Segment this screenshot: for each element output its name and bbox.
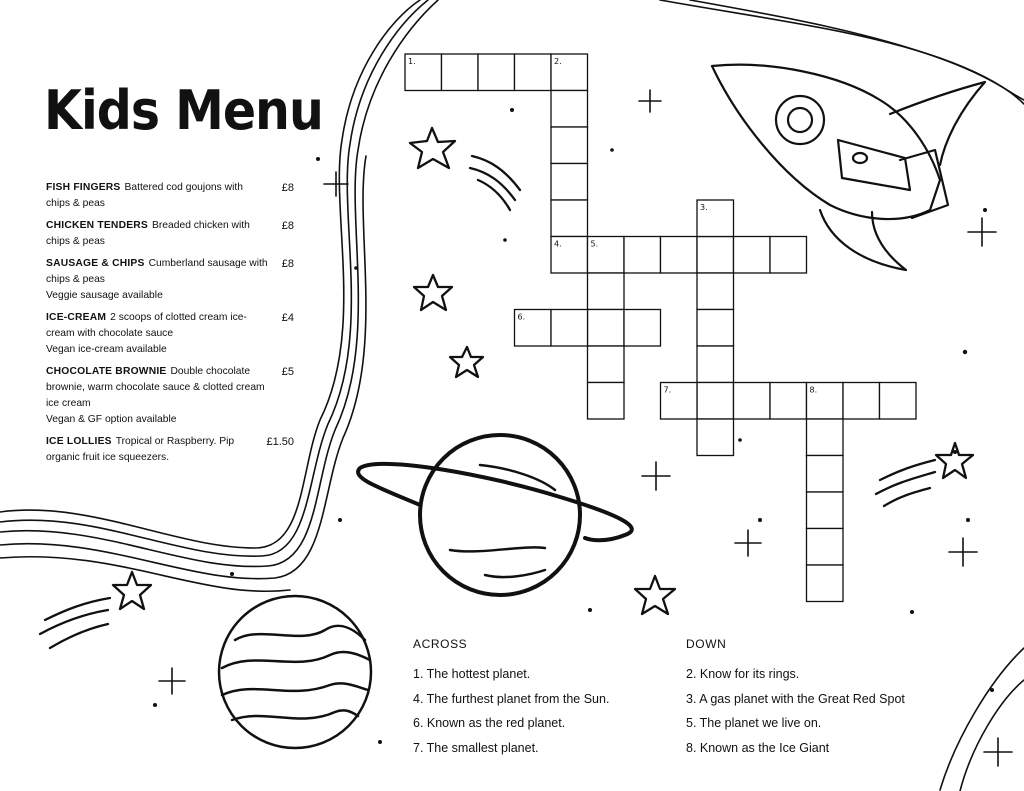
menu-item-price: £4: [281, 312, 294, 324]
crossword-cell: [624, 310, 661, 347]
crossword-cell: [551, 127, 588, 164]
menu-item: [46, 180, 294, 212]
crossword-cell: [442, 54, 479, 91]
page-title: Kids Menu: [44, 79, 323, 143]
menu-item-price: £8: [281, 258, 294, 270]
menu-item: [46, 256, 294, 304]
menu-item: [46, 310, 294, 358]
crossword-cell: [770, 383, 807, 420]
menu-item: [46, 218, 294, 250]
down-clue: 2. Know for its rings.: [686, 667, 800, 681]
crossword-cell: [734, 237, 771, 274]
crossword-cell: [807, 419, 844, 456]
down-clue: 5. The planet we live on.: [686, 716, 822, 730]
crossword-cell: [697, 273, 734, 310]
crossword-number: 4.: [554, 239, 562, 249]
down-clue: 8. Known as the Ice Giant: [686, 740, 830, 755]
menu-item-description: Tropical or Raspberry. Pip organic fruit ice squeezers.: [46, 436, 235, 463]
menu-item-name: FISH FINGERS: [46, 182, 121, 193]
menu-item: [46, 434, 294, 466]
menu-item-name: CHOCOLATE BROWNIE: [46, 366, 167, 377]
crossword-cell: [697, 419, 734, 456]
crossword-cell: [697, 346, 734, 383]
menu-list: [46, 180, 294, 472]
crossword-cell: [588, 310, 625, 347]
menu-item-name: ICE-CREAM: [46, 312, 107, 323]
crossword-number: 7.: [663, 385, 672, 395]
down-heading: DOWN: [686, 637, 727, 651]
crossword-cell: [551, 310, 588, 347]
menu-item-description: Breaded chicken with chips & peas: [46, 220, 250, 247]
down-clues: [686, 636, 905, 760]
crossword-cell: [697, 237, 734, 274]
across-clue: 7. The smallest planet.: [413, 740, 539, 755]
down-clue: 3. A gas planet with the Great Red Spot: [686, 691, 905, 706]
across-clues: [413, 636, 609, 760]
crossword-cell: [551, 164, 588, 201]
menu-item-price: £5: [281, 366, 294, 378]
crossword-number: 8.: [809, 385, 818, 395]
menu-item-name: CHICKEN TENDERS: [46, 220, 148, 231]
crossword-number: 3.: [700, 203, 708, 212]
crossword-cell: [843, 383, 880, 420]
crossword-cell: [551, 200, 588, 237]
crossword-cell: [697, 383, 734, 420]
crossword-number: 6.: [517, 312, 526, 322]
crossword-cell: [697, 310, 734, 347]
crossword-number: 5.: [590, 239, 599, 249]
menu-item-description: Cumberland sausage with chips & peas: [46, 258, 268, 285]
menu-item-description: Battered cod goujons with chips & peas: [46, 182, 243, 209]
crossword-cell: [478, 54, 515, 91]
crossword-cell: [588, 383, 625, 420]
menu-item-note: Vegan ice-cream available: [46, 344, 167, 355]
crossword-cell: [807, 565, 844, 602]
menu-item-note: Vegan & GF option available: [46, 414, 177, 425]
menu-item-name: ICE LOLLIES: [46, 436, 112, 447]
crossword-cell: [515, 54, 552, 91]
menu-item: [46, 364, 294, 428]
across-clue: 6. Known as the red planet.: [413, 716, 566, 730]
menu-item-description: Double chocolate brownie, warm chocolate sauce & clotted cream ice cream: [46, 366, 265, 409]
crossword-cell: [734, 383, 771, 420]
across-heading: ACROSS: [413, 637, 468, 651]
crossword-number: 2.: [554, 57, 562, 66]
crossword-cell: [807, 529, 844, 566]
crossword-cell: [588, 273, 625, 310]
crossword-cell: [551, 91, 588, 128]
menu-item-note: Veggie sausage available: [46, 290, 163, 301]
crossword-cell: [807, 456, 844, 493]
crossword-number: 1.: [408, 57, 416, 66]
across-clue: 4. The furthest planet from the Sun.: [413, 691, 610, 706]
crossword-cell: [770, 237, 807, 274]
menu-item-price: £1.50: [266, 436, 294, 448]
crossword-cell: [588, 346, 625, 383]
menu-item-price: £8: [281, 182, 294, 194]
menu-item-price: £8: [281, 220, 294, 232]
menu-item-description: 2 scoops of clotted cream ice-cream with chocolate sauce: [46, 312, 247, 339]
across-clue: 1. The hottest planet.: [413, 667, 531, 681]
menu-item-name: SAUSAGE & CHIPS: [46, 258, 145, 269]
crossword-cell: [880, 383, 917, 420]
crossword-cell: [661, 237, 698, 274]
crossword-cell: [624, 237, 661, 274]
crossword-cell: [807, 492, 844, 529]
